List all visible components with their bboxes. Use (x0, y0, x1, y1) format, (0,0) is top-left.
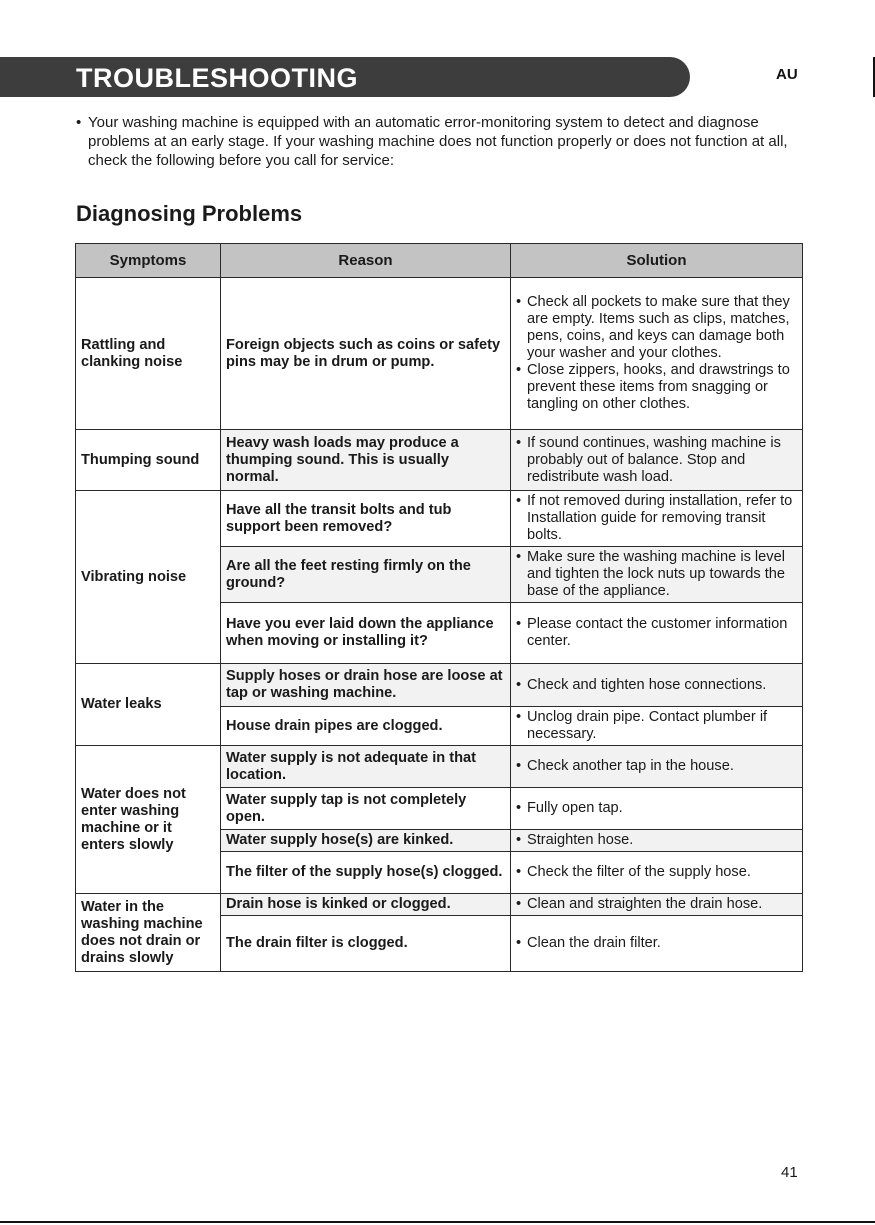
solution-cell (511, 547, 803, 603)
symptom-cell: Water in the washing machine does not drain or drains slowly (76, 894, 221, 972)
reason-cell: Heavy wash loads may produce a thumping sound. This is usually normal. (221, 430, 511, 491)
bullet-icon: • (516, 758, 522, 774)
solution-item (516, 616, 797, 650)
reason-cell: Drain hose is kinked or clogged. (221, 894, 511, 916)
solution-cell (511, 916, 803, 972)
bullet-icon: • (516, 549, 522, 565)
reason-cell: Are all the feet resting firmly on the ground? (221, 547, 511, 603)
solution-cell (511, 430, 803, 491)
table-row (76, 894, 803, 916)
solution-text: Check another tap in the house. (527, 758, 734, 774)
solution-item (516, 800, 797, 817)
reason-cell: Foreign objects such as coins or safety pins may be in drum or pump. (221, 278, 511, 430)
table-row (76, 746, 803, 788)
bottom-rule (0, 1221, 875, 1223)
table-row (76, 491, 803, 547)
column-header-symptoms: Symptoms (76, 244, 221, 278)
reason-cell: Water supply hose(s) are kinked. (221, 830, 511, 852)
solution-item (516, 549, 797, 600)
solution-text: If sound continues, washing machine is probably out of balance. Stop and redistribute wash load. (527, 434, 781, 485)
solution-text: Please contact the customer information center. (527, 616, 788, 649)
solution-item (516, 935, 797, 952)
solution-cell (511, 603, 803, 664)
reason-cell: Supply hoses or drain hose are loose at tap or washing machine. (221, 664, 511, 707)
solution-item (516, 362, 797, 413)
solution-text: Clean the drain filter. (527, 935, 661, 951)
solution-item (516, 864, 797, 881)
reason-cell: The filter of the supply hose(s) clogged. (221, 852, 511, 894)
page-title: TROUBLESHOOTING (76, 63, 358, 93)
region-code: AU (776, 66, 798, 83)
bullet-icon: • (516, 676, 522, 693)
solution-text: Check and tighten hose connections. (527, 676, 767, 693)
bullet-icon: • (516, 616, 522, 632)
symptom-cell: Vibrating noise (76, 491, 221, 664)
section-title: Diagnosing Problems (76, 201, 303, 226)
bullet-icon: • (516, 434, 522, 451)
table-header-row (76, 244, 803, 278)
page-number: 41 (781, 1164, 798, 1181)
solution-cell (511, 746, 803, 788)
reason-cell: Have all the transit bolts and tub support been removed? (221, 491, 511, 547)
solution-cell (511, 491, 803, 547)
diagnosis-table (75, 243, 803, 972)
reason-cell: House drain pipes are clogged. (221, 707, 511, 746)
bullet-icon: • (516, 832, 522, 848)
reason-cell: Water supply tap is not completely open. (221, 788, 511, 830)
bullet-icon: • (516, 362, 522, 378)
bullet-icon: • (516, 896, 522, 912)
solution-text: Straighten hose. (527, 832, 634, 848)
intro-paragraph (76, 113, 806, 170)
solution-cell (511, 707, 803, 746)
solution-item (516, 493, 797, 544)
bullet-icon: • (76, 114, 82, 131)
solution-cell (511, 830, 803, 852)
solution-text: If not removed during installation, refer to Installation guide for removing transit bolts. (527, 493, 793, 543)
solution-text: Unclog drain pipe. Contact plumber if necessary. (527, 709, 768, 742)
solution-cell (511, 852, 803, 894)
solution-item (516, 435, 797, 486)
bullet-icon: • (516, 935, 522, 951)
solution-cell (511, 664, 803, 707)
bullet-icon: • (516, 800, 522, 816)
solution-text: Fully open tap. (527, 800, 623, 816)
solution-text: Check the filter of the supply hose. (527, 864, 751, 880)
solution-cell (511, 894, 803, 916)
solution-item (516, 677, 797, 694)
reason-cell: Have you ever laid down the appliance when moving or installing it? (221, 603, 511, 664)
solution-item (516, 896, 797, 913)
column-header-reason: Reason (221, 244, 511, 278)
solution-cell (511, 278, 803, 430)
table-row (76, 430, 803, 491)
solution-text: Check all pockets to make sure that they are empty. Items such as clips, matches, pens, coins, and keys can damage both your washer and your clothes. (527, 294, 790, 361)
table-row (76, 278, 803, 430)
symptom-cell: Water does not enter washing machine or it enters slowly (76, 746, 221, 894)
solution-item (516, 758, 797, 775)
intro-text: Your washing machine is equipped with an automatic error-monitoring system to detect and diagnose problems at an early stage. If your washing machine does not function properly or does not function at all, check the following before you call for service: (88, 114, 788, 169)
bullet-icon: • (516, 709, 522, 725)
column-header-solution: Solution (511, 244, 803, 278)
symptom-cell: Thumping sound (76, 430, 221, 491)
symptom-cell: Water leaks (76, 664, 221, 746)
bullet-icon: • (516, 864, 522, 880)
reason-cell: Water supply is not adequate in that location. (221, 746, 511, 788)
solution-item (516, 294, 797, 362)
table-row (76, 664, 803, 707)
solution-cell (511, 788, 803, 830)
bullet-icon: • (516, 493, 522, 509)
solution-item (516, 709, 797, 743)
solution-text: Make sure the washing machine is level and tighten the lock nuts up towards the base of the appliance. (527, 549, 785, 599)
symptom-cell: Rattling and clanking noise (76, 278, 221, 430)
bullet-icon: • (516, 294, 522, 310)
solution-text: Clean and straighten the drain hose. (527, 896, 763, 912)
solution-text: Close zippers, hooks, and drawstrings to prevent these items from snagging or tangling on other clothes. (527, 362, 790, 412)
solution-item (516, 832, 797, 849)
reason-cell: The drain filter is clogged. (221, 916, 511, 972)
